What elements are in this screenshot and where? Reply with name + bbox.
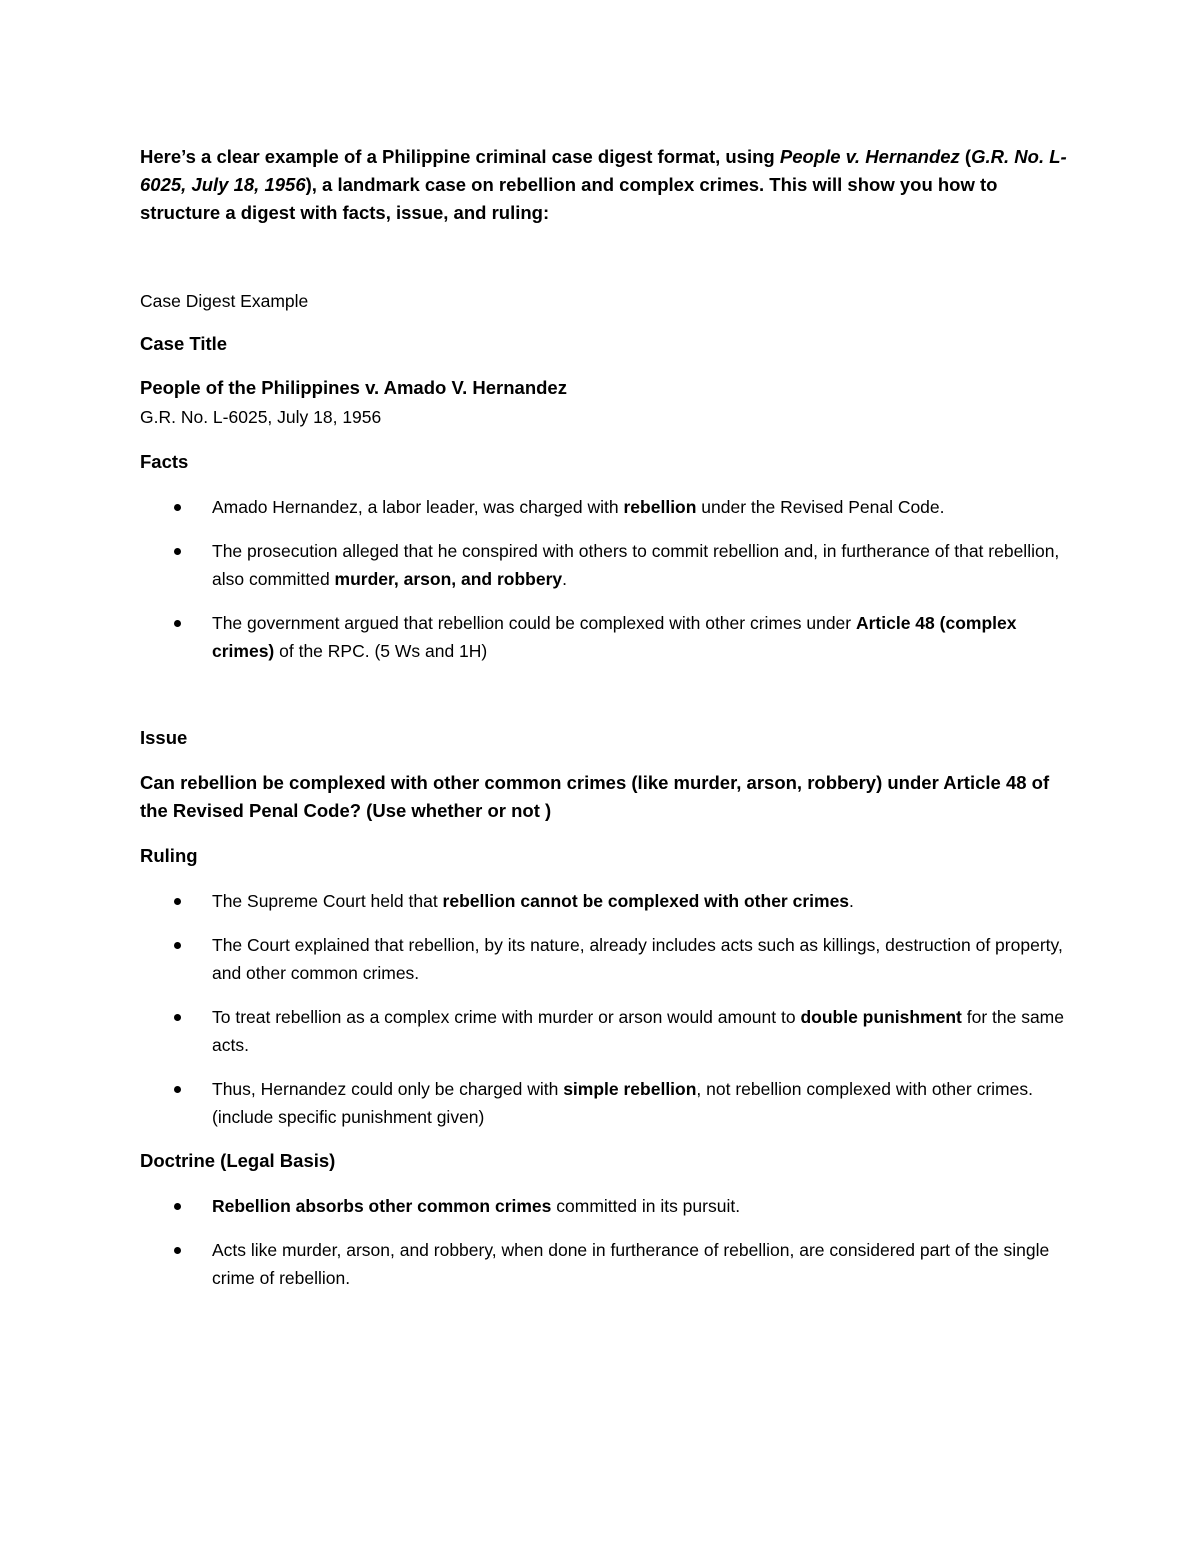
facts-list [140, 493, 1070, 665]
intro-text: Here’s a clear example of a Philippine criminal case digest format, using [140, 146, 780, 167]
item-text: . [562, 569, 567, 589]
case-name: People of the Philippines v. Amado V. Hernandez [140, 377, 567, 398]
intro-paragraph [140, 143, 1070, 227]
item-bold: rebellion [623, 497, 697, 517]
list-item [140, 1075, 1070, 1131]
subtitle: Case Digest Example [140, 291, 309, 311]
facts-heading: Facts [140, 451, 189, 472]
intro-text: ), a landmark case on rebellion and complex crimes. This will show you how to structure a digest with facts, issue, and ruling: [140, 174, 998, 223]
case-title-section [140, 331, 1070, 430]
bullet-icon [174, 1086, 181, 1093]
ruling-section [140, 843, 1070, 1131]
item-text: for the same acts. [212, 1007, 1064, 1055]
list-item [140, 493, 1070, 521]
case-citation: G.R. No. L-6025, July 18, 1956 [140, 407, 382, 427]
list-item [140, 1192, 1070, 1220]
bullet-icon [174, 1247, 181, 1254]
item-text: The Court explained that rebellion, by its nature, already includes acts such as killings, destruction of property, and other common crimes. [212, 935, 1063, 983]
list-item [140, 887, 1070, 915]
list-item [140, 609, 1070, 665]
list-item [140, 537, 1070, 593]
issue-heading: Issue [140, 727, 188, 748]
ruling-list [140, 887, 1070, 1131]
item-text: , not rebellion complexed with other crimes. (include specific punishment given) [212, 1079, 1033, 1127]
item-text: To treat rebellion as a complex crime with murder or arson would amount to [212, 1007, 801, 1027]
bullet-icon [174, 898, 181, 905]
item-text: The prosecution alleged that he conspired with others to commit rebellion and, in furtherance of that rebellion, also committed [212, 541, 1060, 589]
list-item [140, 1003, 1070, 1059]
intro-case-name: People v. Hernandez [779, 146, 960, 167]
doctrine-list [140, 1192, 1070, 1292]
bullet-icon [174, 1203, 181, 1210]
bullet-icon [174, 504, 181, 511]
item-bold: murder, arson, and robbery [334, 569, 563, 589]
facts-section [140, 449, 1070, 665]
item-bold: double punishment [800, 1007, 962, 1027]
item-bold: Rebellion absorbs other common crimes [212, 1196, 552, 1216]
item-text: The Supreme Court held that [212, 891, 443, 911]
item-text: Thus, Hernandez could only be charged with [212, 1079, 564, 1099]
item-text: committed in its pursuit. [551, 1196, 741, 1216]
ruling-heading: Ruling [140, 845, 198, 866]
item-bold: rebellion cannot be complexed with other crimes [442, 891, 850, 911]
item-bold: Article 48 (complex crimes) [212, 613, 1017, 661]
item-bold: simple rebellion [563, 1079, 697, 1099]
item-text: . [849, 891, 854, 911]
bullet-icon [174, 548, 181, 555]
issue-section [140, 725, 1070, 825]
item-text: under the Revised Penal Code. [696, 497, 945, 517]
item-text: Acts like murder, arson, and robbery, when done in furtherance of rebellion, are considered part of the single crime of rebellion. [212, 1240, 1050, 1288]
doctrine-heading: Doctrine (Legal Basis) [140, 1150, 336, 1171]
bullet-icon [174, 1014, 181, 1021]
item-text: The government argued that rebellion could be complexed with other crimes under [212, 613, 856, 633]
issue-text: Can rebellion be complexed with other common crimes (like murder, arson, robbery) under Article 48 of the Revised Penal Code? (Use whether or not ) [140, 772, 1050, 821]
bullet-icon [174, 942, 181, 949]
list-item [140, 931, 1070, 987]
intro-citation: G.R. No. L-6025, July 18, 1956 [140, 146, 1067, 195]
item-text: Amado Hernandez, a labor leader, was charged with [212, 497, 624, 517]
intro-text: ( [959, 146, 972, 167]
list-item [140, 1236, 1070, 1292]
case-title-heading: Case Title [140, 333, 228, 354]
document-content [140, 143, 1070, 1288]
item-text: of the RPC. (5 Ws and 1H) [274, 641, 488, 661]
doctrine-section [140, 1148, 1070, 1292]
bullet-icon [174, 620, 181, 627]
